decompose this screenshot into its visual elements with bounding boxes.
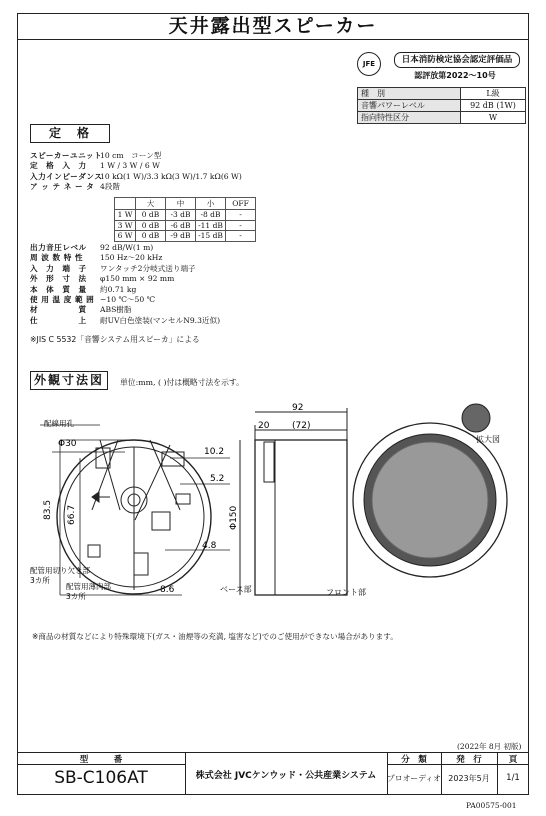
spec-key: 材 質 bbox=[30, 305, 87, 315]
table-row bbox=[115, 220, 256, 231]
category-label: 分 類 bbox=[401, 755, 427, 765]
page-label: 頁 bbox=[508, 755, 518, 765]
att-cell: - bbox=[226, 231, 256, 242]
att-header bbox=[115, 198, 136, 210]
d52-label: 5.2 bbox=[210, 474, 225, 484]
issue-label: 発 行 bbox=[456, 755, 482, 765]
table-row bbox=[115, 231, 256, 242]
category-value: プロオーディオ bbox=[387, 774, 441, 783]
att-cell: 3 W bbox=[115, 220, 136, 231]
d835-label: 83.5 bbox=[43, 499, 53, 520]
page-title: 天井露出型スピーカー bbox=[17, 13, 529, 40]
att-header: 大 bbox=[136, 198, 166, 210]
spec-row bbox=[30, 316, 220, 326]
spec-value: 耐UV白色塗装(マンセルN9.3近似) bbox=[100, 315, 221, 325]
thin-part-label: 配管用薄肉部 bbox=[66, 582, 111, 591]
spec-value: 4段階 bbox=[100, 182, 121, 192]
spec-value: 10 cm コーン型 bbox=[100, 151, 162, 160]
spec-list-2 bbox=[30, 243, 220, 326]
spec-value: 1 W / 3 W / 6 W bbox=[100, 161, 160, 171]
att-cell: 0 dB bbox=[136, 231, 166, 242]
d72-label: (72) bbox=[292, 421, 311, 431]
spec-value: 92 dB/W(1 m) bbox=[100, 243, 154, 252]
rating-label: 指向特性区分 bbox=[358, 112, 461, 124]
d102-label: 10.2 bbox=[204, 447, 225, 457]
att-cell: 0 dB bbox=[136, 220, 166, 231]
rating-label: 音響パワーレベル bbox=[358, 100, 461, 112]
phi30-label: Φ30 bbox=[58, 439, 77, 449]
material-note: ※商品の材質などにより特殊環境下(ガス・油煙等の充満, 塩害など)でのご使用ができない場合があります。 bbox=[32, 632, 398, 641]
spec-key: 定 格 入 力 bbox=[30, 161, 87, 171]
model-number: SB-C106AT bbox=[54, 768, 148, 788]
page-number: 1/1 bbox=[506, 773, 520, 783]
notch-label: 配管用切り欠き部 bbox=[30, 566, 90, 575]
spec-heading: 定 格 bbox=[30, 124, 110, 143]
spec-value: φ150 mm × 92 mm bbox=[100, 274, 175, 284]
company-name: 株式会社 JVCケンウッド・公共産業システム bbox=[195, 771, 377, 781]
spec-key: 使 用 温 度 範 囲 bbox=[30, 295, 95, 305]
enlarged-label: 拡大図 bbox=[476, 435, 500, 444]
rating-value: L級 bbox=[461, 88, 526, 100]
d667-label: 66.7 bbox=[67, 504, 77, 525]
att-cell: 6 W bbox=[115, 231, 136, 242]
dimension-heading: 外観寸法図 bbox=[30, 371, 108, 390]
d92-label: 92 bbox=[292, 403, 304, 413]
spec-row bbox=[30, 172, 242, 182]
d20-label: 20 bbox=[258, 421, 270, 431]
table-row bbox=[358, 100, 526, 112]
edition-label: (2022年 8月 初版) bbox=[457, 742, 522, 751]
rating-label: 種 別 bbox=[358, 88, 461, 100]
spec-key: 入 力 端 子 bbox=[30, 263, 87, 273]
table-row bbox=[115, 210, 256, 221]
spec-key: 周 波 数 特 性 bbox=[30, 253, 84, 263]
attenuator-table bbox=[114, 197, 256, 242]
certification-badge: 日本消防検定協会認定評価品 bbox=[394, 52, 520, 68]
spec-row bbox=[30, 151, 242, 161]
att-cell: - bbox=[226, 210, 256, 221]
att-cell: -15 dB bbox=[196, 231, 226, 242]
dimension-unit-note: 単位:mm, ( )付は概略寸法を示す。 bbox=[120, 378, 244, 387]
spec-row bbox=[30, 243, 220, 253]
att-cell: -6 dB bbox=[166, 220, 196, 231]
spec-key: 出力音圧レベル bbox=[30, 243, 87, 252]
att-cell: - bbox=[226, 220, 256, 231]
spec-row bbox=[30, 285, 220, 295]
rating-value: 92 dB (1W) bbox=[461, 100, 526, 112]
grille-view bbox=[353, 404, 507, 577]
spec-key: 本 体 質 量 bbox=[30, 284, 87, 294]
spec-value: −10 ℃〜50 ℃ bbox=[100, 295, 156, 305]
base-label: ベース部 bbox=[220, 585, 252, 594]
notch-count-label: 3カ所 bbox=[30, 576, 50, 585]
rating-table bbox=[357, 87, 526, 124]
certification-logo: JFE bbox=[357, 52, 381, 76]
spec-value: ABS樹脂 bbox=[100, 305, 132, 315]
att-header: 中 bbox=[166, 198, 196, 210]
spec-key: 入力インピーダンス bbox=[30, 171, 103, 181]
spec-value: ワンタッチ2分岐式送り端子 bbox=[100, 263, 196, 273]
spec-value: 10 kΩ(1 W)/3.3 kΩ(3 W)/1.7 kΩ(6 W) bbox=[100, 171, 242, 181]
certification-number: 認評放第2022〜10号 bbox=[414, 71, 496, 80]
doc-code: PA00575-001 bbox=[466, 801, 517, 810]
spec-value: 150 Hz〜20 kHz bbox=[100, 253, 163, 263]
spec-row bbox=[30, 274, 220, 284]
d86-label: 8.6 bbox=[160, 585, 175, 595]
issue-value: 2023年5月 bbox=[448, 774, 490, 783]
side-view bbox=[240, 408, 347, 595]
wiring-hole-label: 配線用孔 bbox=[44, 419, 74, 428]
spec-key: スピーカーユニット bbox=[30, 151, 103, 160]
spec-note: ※JIS C 5532「音響システム用スピーカ」による bbox=[30, 335, 200, 344]
spec-list bbox=[30, 151, 242, 193]
rating-value: W bbox=[461, 112, 526, 124]
spec-key: ア ッ テ ネ ー タ bbox=[30, 182, 95, 192]
table-row bbox=[115, 198, 256, 210]
front-label: フロント部 bbox=[326, 588, 366, 597]
att-cell: -11 dB bbox=[196, 220, 226, 231]
att-cell: 1 W bbox=[115, 210, 136, 221]
thin-count-label: 3カ所 bbox=[66, 592, 86, 601]
table-row bbox=[358, 112, 526, 124]
att-header: 小 bbox=[196, 198, 226, 210]
spec-row bbox=[30, 182, 242, 192]
phi150-label: Φ150 bbox=[229, 505, 239, 530]
spec-key: 外 形 寸 法 bbox=[30, 274, 87, 284]
att-header: OFF bbox=[226, 198, 256, 210]
spec-row bbox=[30, 253, 220, 263]
spec-value: 約0.71 kg bbox=[100, 284, 137, 294]
spec-row bbox=[30, 305, 220, 315]
spec-row bbox=[30, 264, 220, 274]
att-cell: -8 dB bbox=[196, 210, 226, 221]
att-cell: 0 dB bbox=[136, 210, 166, 221]
table-row bbox=[358, 88, 526, 100]
spec-row bbox=[30, 295, 220, 305]
spec-row bbox=[30, 161, 242, 171]
spec-key: 仕 上 bbox=[30, 315, 87, 325]
model-label: 型 番 bbox=[79, 755, 123, 765]
dimension-drawing bbox=[0, 395, 546, 615]
d48-label: 4.8 bbox=[202, 541, 217, 551]
att-cell: -9 dB bbox=[166, 231, 196, 242]
att-cell: -3 dB bbox=[166, 210, 196, 221]
